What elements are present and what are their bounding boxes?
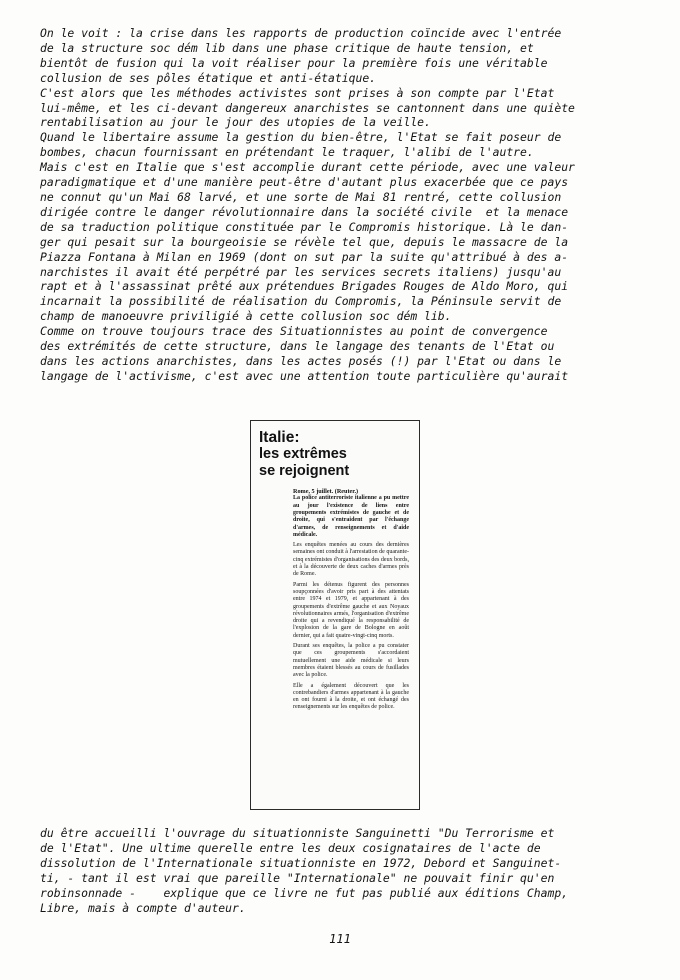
text-line: du être accueilli l'ouvrage du situationniste Sanguinetti "Du Terrorisme et	[40, 826, 555, 840]
text-line: des extrémités de cette structure, dans le langage des tenants de l'Etat ou	[40, 339, 555, 354]
text-line: robinsonnade - explique que ce livre ne fut pas publié aux éditions Champ,	[40, 885, 569, 900]
page-number: 111	[329, 932, 351, 946]
text-line: Quand le libertaire assume la gestion du bien-être, l'Etat se fait poseur de	[40, 130, 562, 145]
text-line: narchistes il avait été perpétré par les services secrets italiens) jusqu'au	[40, 264, 562, 279]
main-text-block	[40, 26, 640, 384]
text-line: de sa traduction politique constituée par le Compromis historique. Là le dan-	[40, 219, 569, 234]
text-line: langage de l'activisme, c'est avec une attention toute particulière qu'aurait	[40, 368, 569, 383]
text-line: C'est alors que les méthodes activistes sont prises à son compte par l'Etat	[40, 85, 555, 100]
clipping-paragraph: Elle a également découvert que les contrebandiers d'armes appartenant à la gauche en ont fourni à la droite, et ont échangé des renseignements sur les enquêtes de police.	[293, 682, 409, 711]
headline-line: Italie:	[259, 429, 300, 446]
text-line: dans les actions anarchistes, dans les actes posés (!) par l'Etat ou dans le	[40, 353, 562, 368]
text-line: paradigmatique et d'une manière peut-être d'autant plus exacerbée que ce pays	[40, 175, 569, 190]
clipping-headline	[259, 429, 409, 480]
text-line: rentabilisation au jour le jour des utopies de la veille.	[40, 115, 431, 130]
text-line: Comme on trouve toujours trace des Situationnistes au point de convergence	[40, 324, 548, 339]
text-line: bientôt de fusion qui la voit réaliser pour la première fois une véritable	[40, 55, 548, 70]
text-line: On le voit : la crise dans les rapports de production coïncide avec l'entrée	[40, 26, 562, 40]
text-line: de la structure soc dém lib dans une phase critique de haute tension, et	[40, 40, 534, 55]
text-line: incarnait la possibilité de réalisation du Compromis, la Péninsule servit de	[40, 294, 562, 309]
text-line: de l'Etat". Une ultime querelle entre les deux cosignataires de l'acte de	[40, 840, 541, 855]
clipping-paragraph: Durant ses enquêtes, la police a pu constater que ces groupements s'accordaient mutuellement une aide médicale si leurs membres étaient blessés au cours de fusillades avec la police.	[293, 643, 409, 679]
text-line: Mais c'est en Italie que s'est accomplie durant cette période, avec une valeur	[40, 160, 575, 175]
text-line: bombes, chacun fournissant en prétendant le traquer, l'alibi de l'autre.	[40, 145, 534, 160]
text-line: dissolution de l'Internationale situationniste en 1972, Debord et Sanguinet-	[40, 855, 562, 870]
text-line: Libre, mais à compte d'auteur.	[40, 900, 246, 915]
text-line: ti, - tant il est vrai que pareille "Internationale" ne pouvait finir qu'en	[40, 870, 555, 885]
text-line: ger qui pesait sur la bourgeoisie se révèle tel que, depuis le massacre de la	[40, 234, 569, 249]
text-line: rapt et à l'assassinat prêté aux prétendues Brigades Rouges de Aldo Moro, qui	[40, 279, 569, 294]
clipping-paragraph: Les enquêtes menées au cours des dernières semaines ont conduit à l'arrestation de quarante-cinq extrémistes d'organisations des deux bords, et à la découverte de deux caches d'armes près de Rome.	[293, 542, 409, 578]
text-line: dirigée contre le danger révolutionnaire dans la société civile et la menace	[40, 204, 569, 219]
text-line: lui-même, et les ci-devant dangereux anarchistes se cantonnent dans une quiète	[40, 100, 575, 115]
clipping-paragraph: Parmi les détenus figurent des personnes soupçonnées d'avoir pris part à des attentats entre 1974 et 1979, et appartenant à des groupements d'extrême gauche et aux Noyaux révolutionnaires armés, l'organisation d'extrême droite qui a revendiqué la responsabilité de l'explosion de la gare de Bologne en août dernier, qui a fait quatre-vingt-cinq morts.	[293, 581, 409, 639]
clipping-paragraph: La police antiterroriste italienne a pu mettre au jour l'existence de liens entre groupements extrémistes de gauche et de droite, qui s'entraident par l'échange d'armes, de renseignements et d'aide médicale.	[293, 495, 409, 538]
headline-line: se rejoignent	[259, 463, 350, 479]
headline-line: les extrêmes	[259, 446, 347, 462]
lower-text-block	[40, 826, 640, 915]
clipping-dateline: Rome, 5 juillet. (Reuter.)	[293, 488, 359, 495]
text-line: collusion de ses pôles étatique et anti-étatique.	[40, 70, 377, 85]
text-line: Piazza Fontana à Milan en 1969 (dont on sut par la suite qu'attribué à des a-	[40, 249, 569, 264]
newspaper-clipping	[250, 420, 420, 810]
text-line: ne connut qu'un Mai 68 larvé, et une sorte de Mai 81 rentré, cette collusion	[40, 189, 562, 204]
text-line: champ de manoeuvre priviligié à cette collusion soc dém lib.	[40, 309, 452, 324]
